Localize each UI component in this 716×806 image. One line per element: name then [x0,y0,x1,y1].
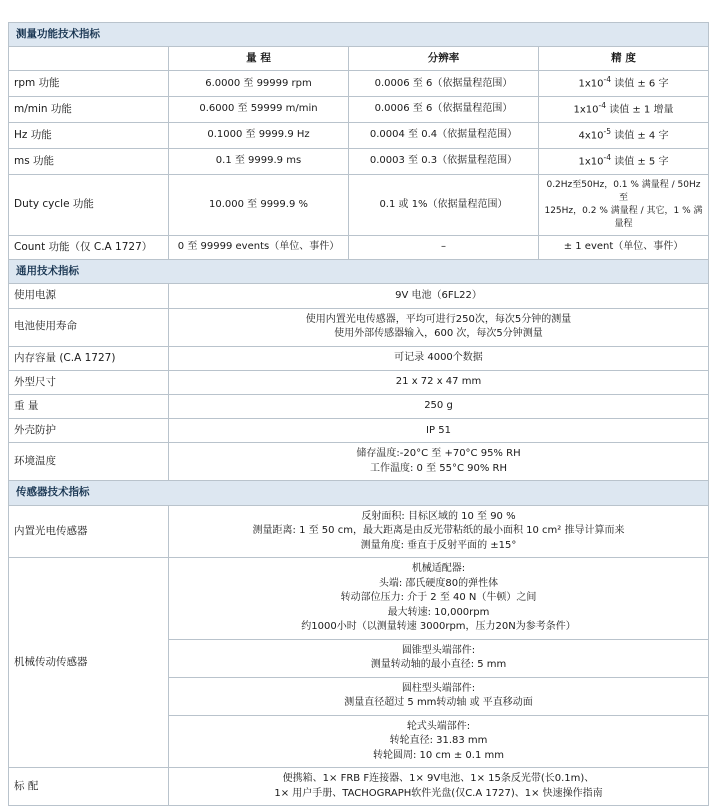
row-value-standard-accessories [169,768,709,806]
table-row [9,443,709,481]
row-label-memory: 内存容量 (C.A 1727) [9,346,169,370]
cylinder-tip-line-2: 测量直径超过 5 mm转动轴 或 平直移动面 [344,697,533,709]
column-header-row [9,47,709,71]
section-header-measurement [9,23,709,47]
table-row [9,308,709,346]
row-range-duty-cycle: 10.000 至 9999.9 % [169,174,349,235]
row-accuracy-rpm [539,71,709,97]
table-row [9,346,709,370]
row-label-power-supply: 使用电源 [9,284,169,308]
section-header-sensor [9,481,709,505]
row-value-photoelectric-sensor [169,505,709,558]
table-row [9,768,709,806]
mechanical-adapter-line-1: 机械适配器: [411,563,466,575]
photoelectric-line-2: 测量距离: 1 至 50 cm，最大距离是由反光带粘纸的最小面积 10 cm² 推导计算而来 [252,525,625,537]
accuracy-suffix: 读值 ± 6 字 [611,78,669,90]
accuracy-suffix: 读值 ± 5 字 [611,156,669,168]
table-row [9,395,709,419]
row-resolution-duty-cycle: 0.1 或 1%（依据量程范围） [349,174,539,235]
row-value-dimensions: 21 x 72 x 47 mm [169,370,709,394]
mechanical-adapter-line-3: 转动部位压力: 介于 2 至 40 N（牛顿）之间 [340,592,537,604]
battery-life-line-2: 使用外部传感器输入，600 次，每次5分钟测量 [334,328,543,340]
section-title-measurement: 测量功能技术指标 [9,23,709,47]
row-label-count: Count 功能（仅 C.A 1727） [9,235,169,259]
row-range-ms: 0.1 至 9999.9 ms [169,148,349,174]
cylinder-tip-line-1: 圆柱型头端部件: [401,682,476,694]
battery-life-line-1: 使用内置光电传感器，平均可进行250次，每次5分钟的测量 [305,313,572,325]
row-label-mechanical-sensor: 机械传动传感器 [9,558,169,768]
section-title-general: 通用技术指标 [9,260,709,284]
column-header-blank [9,47,169,71]
accuracy-exponent: -4 [603,75,612,85]
accuracy-line-1: 0.2Hz至50Hz，0.1 % 满量程 / 50Hz至 [546,179,701,203]
row-value-ingress-protection: IP 51 [169,419,709,443]
row-value-memory: 可记录 4000个数据 [169,346,709,370]
accuracy-mantissa: 4x10 [578,130,604,142]
cylinder-tip-cell [169,677,709,715]
row-resolution-count: – [349,235,539,259]
row-range-hz: 0.1000 至 9999.9 Hz [169,123,349,149]
row-label-hz: Hz 功能 [9,123,169,149]
row-value-weight: 250 g [169,395,709,419]
row-resolution-ms: 0.0003 至 0.3（依据量程范围） [349,148,539,174]
row-value-power-supply: 9V 电池（6FL22） [169,284,709,308]
table-row [9,97,709,123]
table-row [9,174,709,235]
accessories-line-2: 1× 用户手册、TACHOGRAPH软件光盘(仅C.A 1727)、1× 快速操作指南 [274,787,603,799]
row-label-weight: 重 量 [9,395,169,419]
wheel-tip-line-2: 转轮直径: 31.83 mm [389,735,488,747]
row-value-ambient-temperature [169,443,709,481]
row-resolution-hz: 0.0004 至 0.4（依据量程范围） [349,123,539,149]
row-value-battery-life [169,308,709,346]
photoelectric-line-1: 反射面积: 目标区域的 10 至 90 % [361,510,516,522]
mechanical-adapter-line-5: 约1000小时（以测量转速 3000rpm，压力20N为参考条件） [301,621,576,633]
row-accuracy-hz [539,123,709,149]
table-row [9,370,709,394]
row-label-ms: ms 功能 [9,148,169,174]
wheel-tip-line-3: 转轮圆周: 10 cm ± 0.1 mm [373,749,504,761]
row-label-battery-life: 电池使用寿命 [9,308,169,346]
wheel-tip-cell [169,715,709,768]
accuracy-exponent: -4 [603,152,612,162]
spec-sheet [8,0,708,806]
row-label-dimensions: 外型尺寸 [9,370,169,394]
cone-tip-cell [169,639,709,677]
row-resolution-mmin: 0.0006 至 6（依据量程范围） [349,97,539,123]
column-header-range: 量 程 [169,47,349,71]
table-row [9,71,709,97]
row-range-rpm: 6.0000 至 99999 rpm [169,71,349,97]
row-range-mmin: 0.6000 至 59999 m/min [169,97,349,123]
row-label-standard-accessories: 标 配 [9,768,169,806]
table-row [9,505,709,558]
section-title-sensor: 传感器技术指标 [9,481,709,505]
wheel-tip-line-1: 轮式头端部件: [406,720,471,732]
table-row [9,123,709,149]
accuracy-suffix: 读值 ± 1 增量 [606,104,674,116]
table-row [9,419,709,443]
row-accuracy-mmin [539,97,709,123]
mechanical-adapter-line-2: 头端: 邵氏硬度80的弹性体 [378,577,499,589]
table-row [9,148,709,174]
mechanical-adapter-line-4: 最大转速: 10,000rpm [387,606,490,618]
accuracy-mantissa: 1x10 [578,78,604,90]
photoelectric-line-3: 测量角度: 垂直于反射平面的 ±15° [360,539,517,551]
accessories-line-1: 便携箱、1× FRB F连接器、1× 9V电池、1× 15条反光带(长0.1m)、 [282,773,595,785]
section-header-general [9,260,709,284]
row-label-photoelectric-sensor: 内置光电传感器 [9,505,169,558]
table-row [9,558,709,640]
row-label-ingress-protection: 外壳防护 [9,419,169,443]
accuracy-exponent: -4 [598,101,607,111]
row-resolution-rpm: 0.0006 至 6（依据量程范围） [349,71,539,97]
cone-tip-line-2: 测量转动轴的最小直径: 5 mm [370,659,507,671]
column-header-accuracy: 精 度 [539,47,709,71]
accuracy-mantissa: 1x10 [573,104,599,116]
table-row [9,235,709,259]
row-label-duty-cycle: Duty cycle 功能 [9,174,169,235]
row-accuracy-count: ± 1 event（单位、事件） [539,235,709,259]
accuracy-suffix: 读值 ± 4 字 [611,130,669,142]
accuracy-line-2: 125Hz，0.2 % 满量程 / 其它，1 % 满量程 [544,205,703,229]
row-range-count: 0 至 99999 events（单位、事件） [169,235,349,259]
temperature-line-1: 储存温度:-20°C 至 +70°C 95% RH [356,448,521,460]
row-label-mmin: m/min 功能 [9,97,169,123]
specification-table [8,22,709,806]
column-header-resolution: 分辨率 [349,47,539,71]
row-accuracy-duty-cycle [539,174,709,235]
cone-tip-line-1: 圆锥型头端部件: [401,644,476,656]
row-accuracy-ms [539,148,709,174]
temperature-line-2: 工作温度: 0 至 55°C 90% RH [369,462,508,474]
row-label-rpm: rpm 功能 [9,71,169,97]
mechanical-adapter-cell [169,558,709,640]
accuracy-mantissa: 1x10 [578,156,604,168]
accuracy-exponent: -5 [603,127,612,137]
table-row [9,284,709,308]
row-label-ambient-temperature: 环境温度 [9,443,169,481]
